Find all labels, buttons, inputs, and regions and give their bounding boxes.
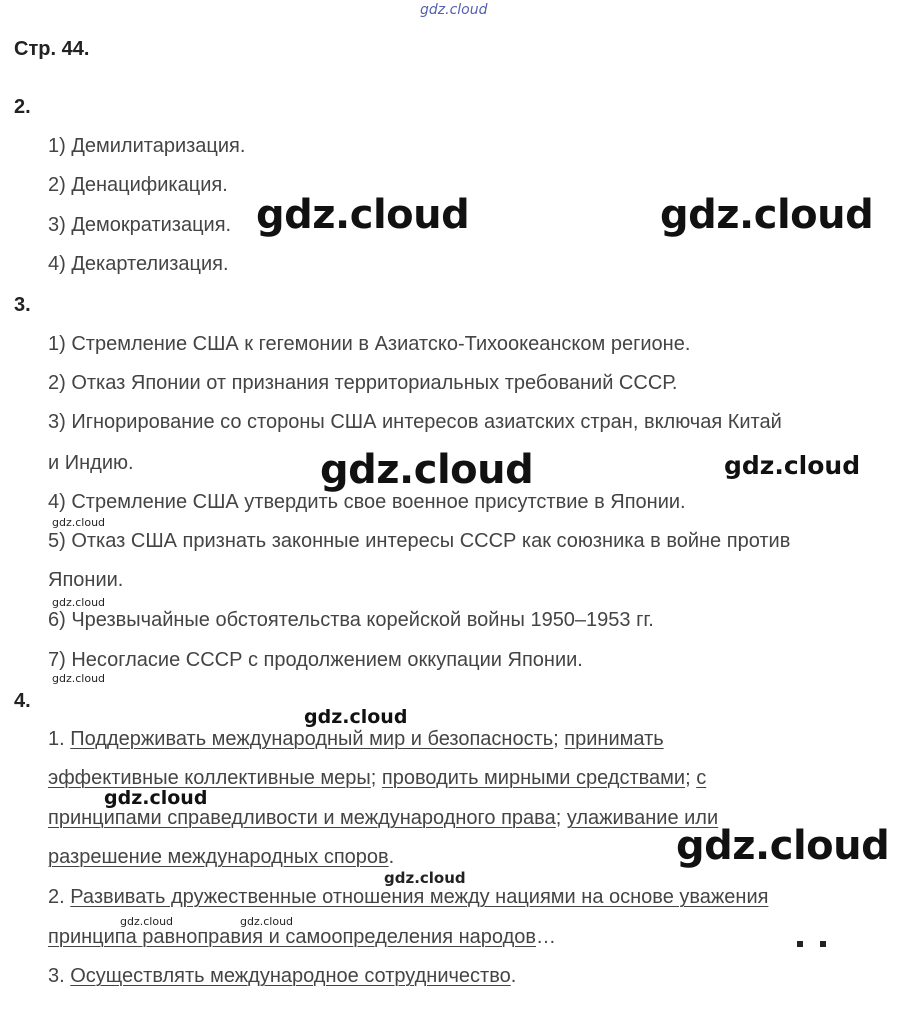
q4-p1-line-3: [48, 807, 718, 830]
q3-line-9: 7) Несогласие СССР с продолжением оккупации Японии.: [48, 649, 583, 671]
q3-line-5: 4) Стремление США утвердить свое военное присутствие в Японии.: [48, 491, 686, 513]
q4-p2-line-2: [48, 926, 556, 949]
watermark: gdz.cloud: [660, 192, 874, 238]
q2-item-2: 2) Денацификация.: [48, 174, 228, 196]
question-4-number: 4.: [14, 690, 31, 712]
q4-p1-sep-4: ;: [555, 807, 567, 829]
q4-p3-num: 3.: [48, 965, 71, 987]
watermark: gdz.cloud: [724, 451, 861, 480]
q4-p1-h: разрешение международных споров: [48, 846, 389, 868]
q4-p1-f: принципами справедливости и международного права: [48, 807, 556, 829]
q4-p1-end: .: [388, 846, 395, 868]
watermark: gdz.cloud: [52, 596, 106, 609]
watermark: gdz.cloud: [320, 447, 534, 493]
watermark: gdz.cloud: [120, 915, 174, 928]
question-3-number: 3.: [14, 294, 31, 316]
q4-p2-num: 2.: [48, 886, 71, 908]
watermark: gdz.cloud: [256, 192, 470, 238]
q4-p1-a: Поддерживать международный мир и безопасность: [70, 728, 554, 750]
q4-p1-num: 1.: [48, 728, 71, 750]
q3-line-2: 2) Отказ Японии от признания территориальных требований СССР.: [48, 372, 678, 394]
decorative-dot: [797, 941, 803, 947]
q4-p2-b: принципа равноправия и самоопределения народов: [48, 926, 537, 948]
q3-line-7: Японии.: [48, 569, 124, 591]
q4-p1-d: проводить мирными средствами: [381, 767, 686, 789]
q4-p2-a: Развивать дружественные отношения между нациями на основе уважения: [70, 886, 769, 908]
q4-p1-b: принимать: [564, 728, 664, 750]
q4-p1-sep-3: ;: [685, 767, 697, 789]
watermark: gdz.cloud: [676, 823, 890, 869]
question-2-number: 2.: [14, 96, 31, 118]
watermark: gdz.cloud: [52, 516, 106, 529]
q2-item-3: 3) Демократизация.: [48, 214, 232, 236]
q4-p3-a: Осуществлять международное сотрудничество: [70, 965, 511, 987]
q4-p3-end: .: [510, 965, 517, 987]
q4-p3-line-1: [48, 965, 516, 988]
watermark: gdz.cloud: [384, 869, 466, 887]
q3-line-4: и Индию.: [48, 452, 134, 474]
watermark: gdz.cloud: [104, 787, 208, 809]
q4-p1-sep: ;: [553, 728, 565, 750]
watermark: gdz.cloud: [52, 672, 106, 685]
watermark-top: gdz.cloud: [420, 2, 488, 18]
q3-line-1: 1) Стремление США к гегемонии в Азиатско-Тихоокеанском регионе.: [48, 333, 691, 355]
q3-line-3: 3) Игнорирование со стороны США интересов азиатских стран, включая Китай: [48, 411, 782, 433]
q4-p1-e: с: [696, 767, 707, 789]
q4-p1-g: улаживание или: [566, 807, 719, 829]
q3-line-8: 6) Чрезвычайные обстоятельства корейской войны 1950–1953 гг.: [48, 609, 654, 631]
q2-item-1: 1) Демилитаризация.: [48, 135, 246, 157]
q4-p1-c: эффективные коллективные меры: [48, 767, 371, 789]
q4-p2-line-1: [48, 886, 768, 909]
decorative-dot: [820, 941, 826, 947]
q4-p1-line-4: [48, 846, 394, 869]
watermark: gdz.cloud: [304, 706, 408, 728]
q4-p1-sep-2: ;: [370, 767, 382, 789]
watermark: gdz.cloud: [240, 915, 294, 928]
q4-p1-line-1: [48, 728, 664, 751]
q3-line-6: 5) Отказ США признать законные интересы СССР как союзника в войне против: [48, 530, 791, 552]
q4-p2-end: …: [536, 926, 557, 948]
q2-item-4: 4) Декартелизация.: [48, 253, 229, 275]
page-title: Стр. 44.: [14, 38, 90, 60]
